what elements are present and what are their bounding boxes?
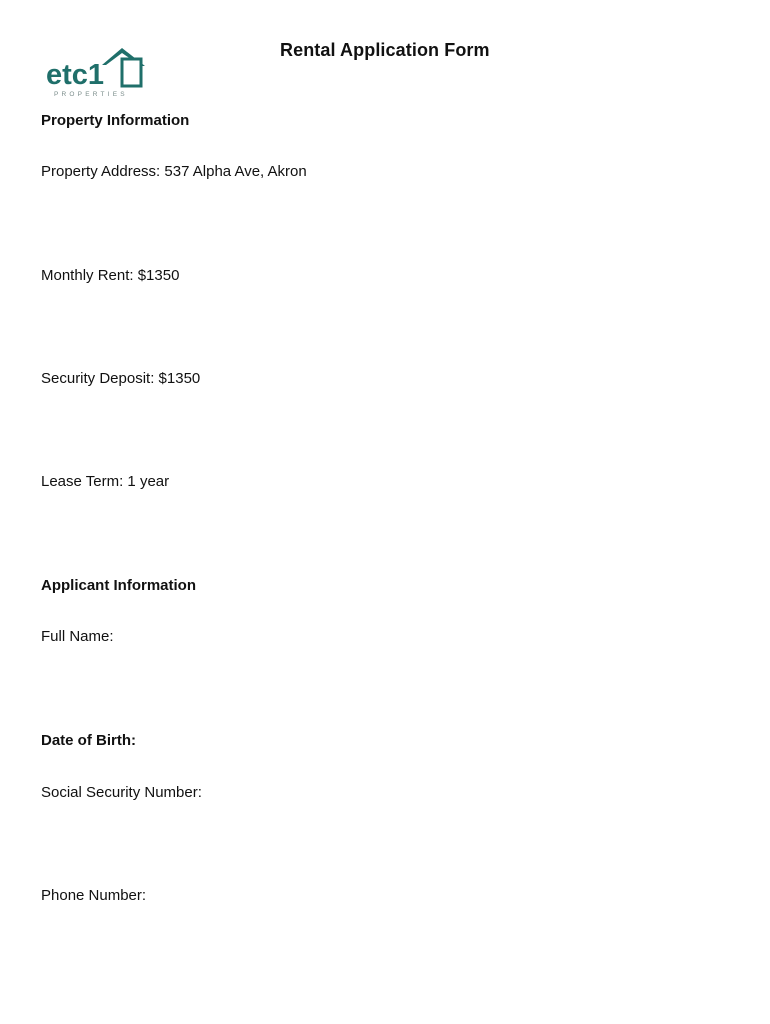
phone-number-field: Phone Number:: [41, 887, 147, 904]
lease-term: Lease Term: 1 year: [41, 473, 170, 490]
property-info-heading: Property Information: [41, 112, 190, 129]
property-address: Property Address: 537 Alpha Ave, Akron: [41, 163, 307, 180]
monthly-rent: Monthly Rent: $1350: [41, 267, 180, 284]
date-of-birth-field: Date of Birth:: [41, 732, 136, 749]
page-title: Rental Application Form: [280, 40, 490, 60]
security-deposit: Security Deposit: $1350: [41, 370, 201, 387]
applicant-info-heading: Applicant Information: [41, 577, 196, 594]
ssn-field: Social Security Number:: [41, 784, 202, 801]
logo-subtext: PROPERTIES: [54, 91, 128, 98]
logo-wordmark: etc1: [46, 59, 105, 91]
house-icon: [46, 45, 150, 99]
company-logo: [46, 45, 150, 99]
full-name-field: Full Name:: [41, 628, 114, 645]
